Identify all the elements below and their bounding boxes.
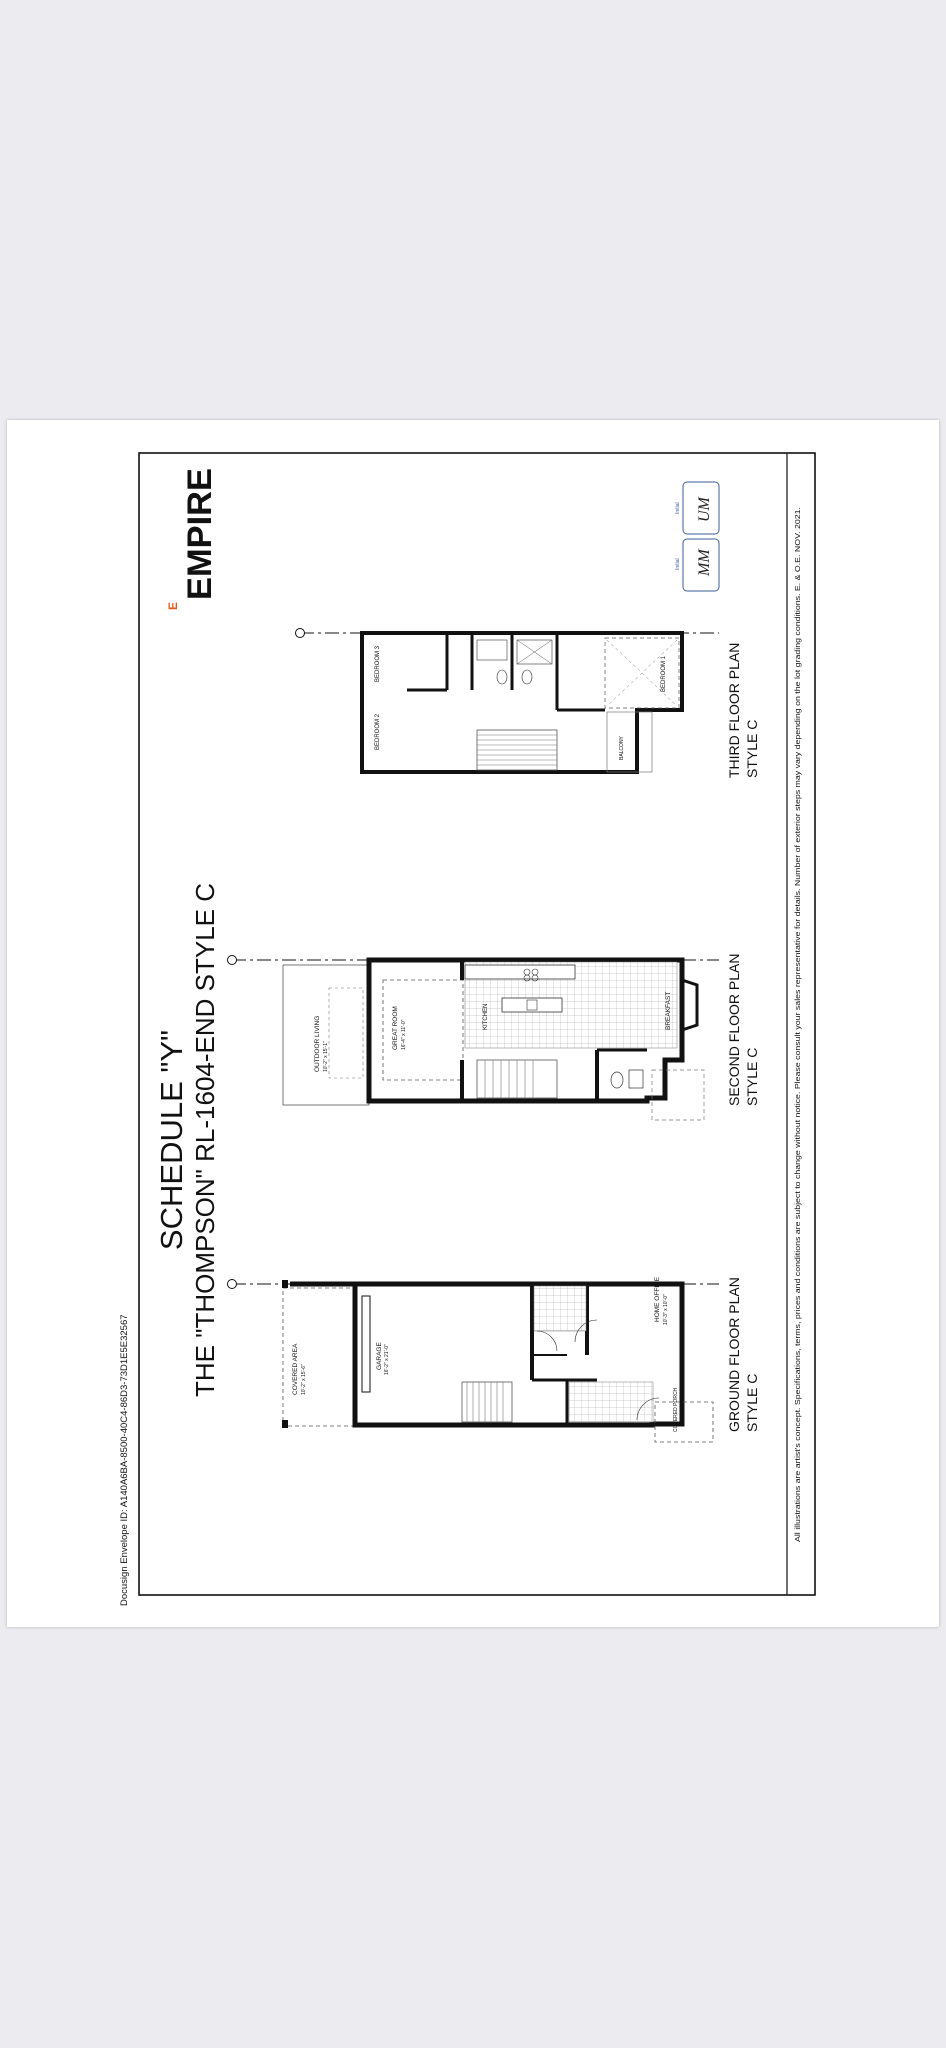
second-room-breakfast: BREAKFAST: [665, 991, 672, 1030]
third-room-bedroom-3: BEDROOM 3: [375, 645, 381, 682]
third-plan-style: STYLE C: [744, 719, 760, 778]
initial-value-1: MM: [696, 549, 713, 576]
empire-logo: [166, 468, 219, 610]
schedule-title: SCHEDULE "Y": [154, 1029, 189, 1251]
empire-wordmark: EMPIRE: [181, 469, 219, 600]
third-floor-plan: [296, 629, 761, 779]
document-page: [7, 420, 939, 1627]
ground-room-garage: GARAGE: [376, 1342, 383, 1370]
ground-plan-style: STYLE C: [744, 1373, 760, 1432]
second-room-great-room: GREAT ROOM: [392, 1006, 399, 1050]
third-plan-title: THIRD FLOOR PLAN: [726, 642, 742, 778]
initial-label-2: Initial: [675, 502, 681, 514]
ground-room-garage-size: 16'-2" x 21'-0": [384, 1344, 390, 1375]
ground-plan-title: GROUND FLOOR PLAN: [726, 1277, 742, 1432]
third-room-bedroom-2: BEDROOM 2: [375, 713, 381, 750]
disclaimer: All illustrations are artist's concept. Specifications, terms, prices and conditions are subject to change without notice. Please consult your sales representative for details. Number of exterior steps may vary depending on the lot grading conditions. E. & O.E. NOV. 2021.: [793, 695, 802, 1542]
ground-room-covered-porch: COVERED PORCH: [673, 1387, 679, 1432]
second-floor-plan: [228, 954, 761, 1120]
initial-stamp-2: [675, 482, 719, 534]
ground-room-home-office: HOME OFFICE: [654, 1276, 661, 1322]
second-room-outdoor-living-size: 10'-2" x 15'-1": [323, 1041, 329, 1072]
initial-label-1: Initial: [675, 558, 681, 570]
second-room-outdoor-living: OUTDOOR LIVING: [314, 1015, 321, 1072]
second-plan-style: STYLE C: [744, 1047, 760, 1106]
second-room-kitchen: KITCHEN: [483, 1003, 489, 1030]
ground-room-home-office-size: 10'-3" x 10'-0": [663, 1294, 669, 1325]
ground-room-covered-area: COVERED AREA: [292, 1343, 299, 1395]
initial-value-2: UM: [696, 497, 713, 522]
model-title: THE "THOMPSON" RL-1604-END STYLE C: [190, 882, 220, 1398]
empire-mark: E: [166, 601, 180, 610]
schedule-sheet: [7, 420, 939, 1627]
ground-floor-plan: [228, 1276, 761, 1442]
initial-stamp-1: [675, 539, 719, 591]
third-room-balcony: BALCONY: [619, 736, 625, 760]
second-room-great-room-size: 16'-4" x 11'-0": [401, 1019, 407, 1050]
third-room-bedroom-1: BEDROOM 1: [661, 655, 667, 692]
second-plan-title: SECOND FLOOR PLAN: [726, 953, 742, 1106]
envelope-id: Docusign Envelope ID: A140A6BA-8500-40C4-86D3-73D1E5E32567: [119, 1314, 130, 1606]
ground-room-covered-area-size: 10'-2" x 15'-6": [301, 1364, 307, 1395]
